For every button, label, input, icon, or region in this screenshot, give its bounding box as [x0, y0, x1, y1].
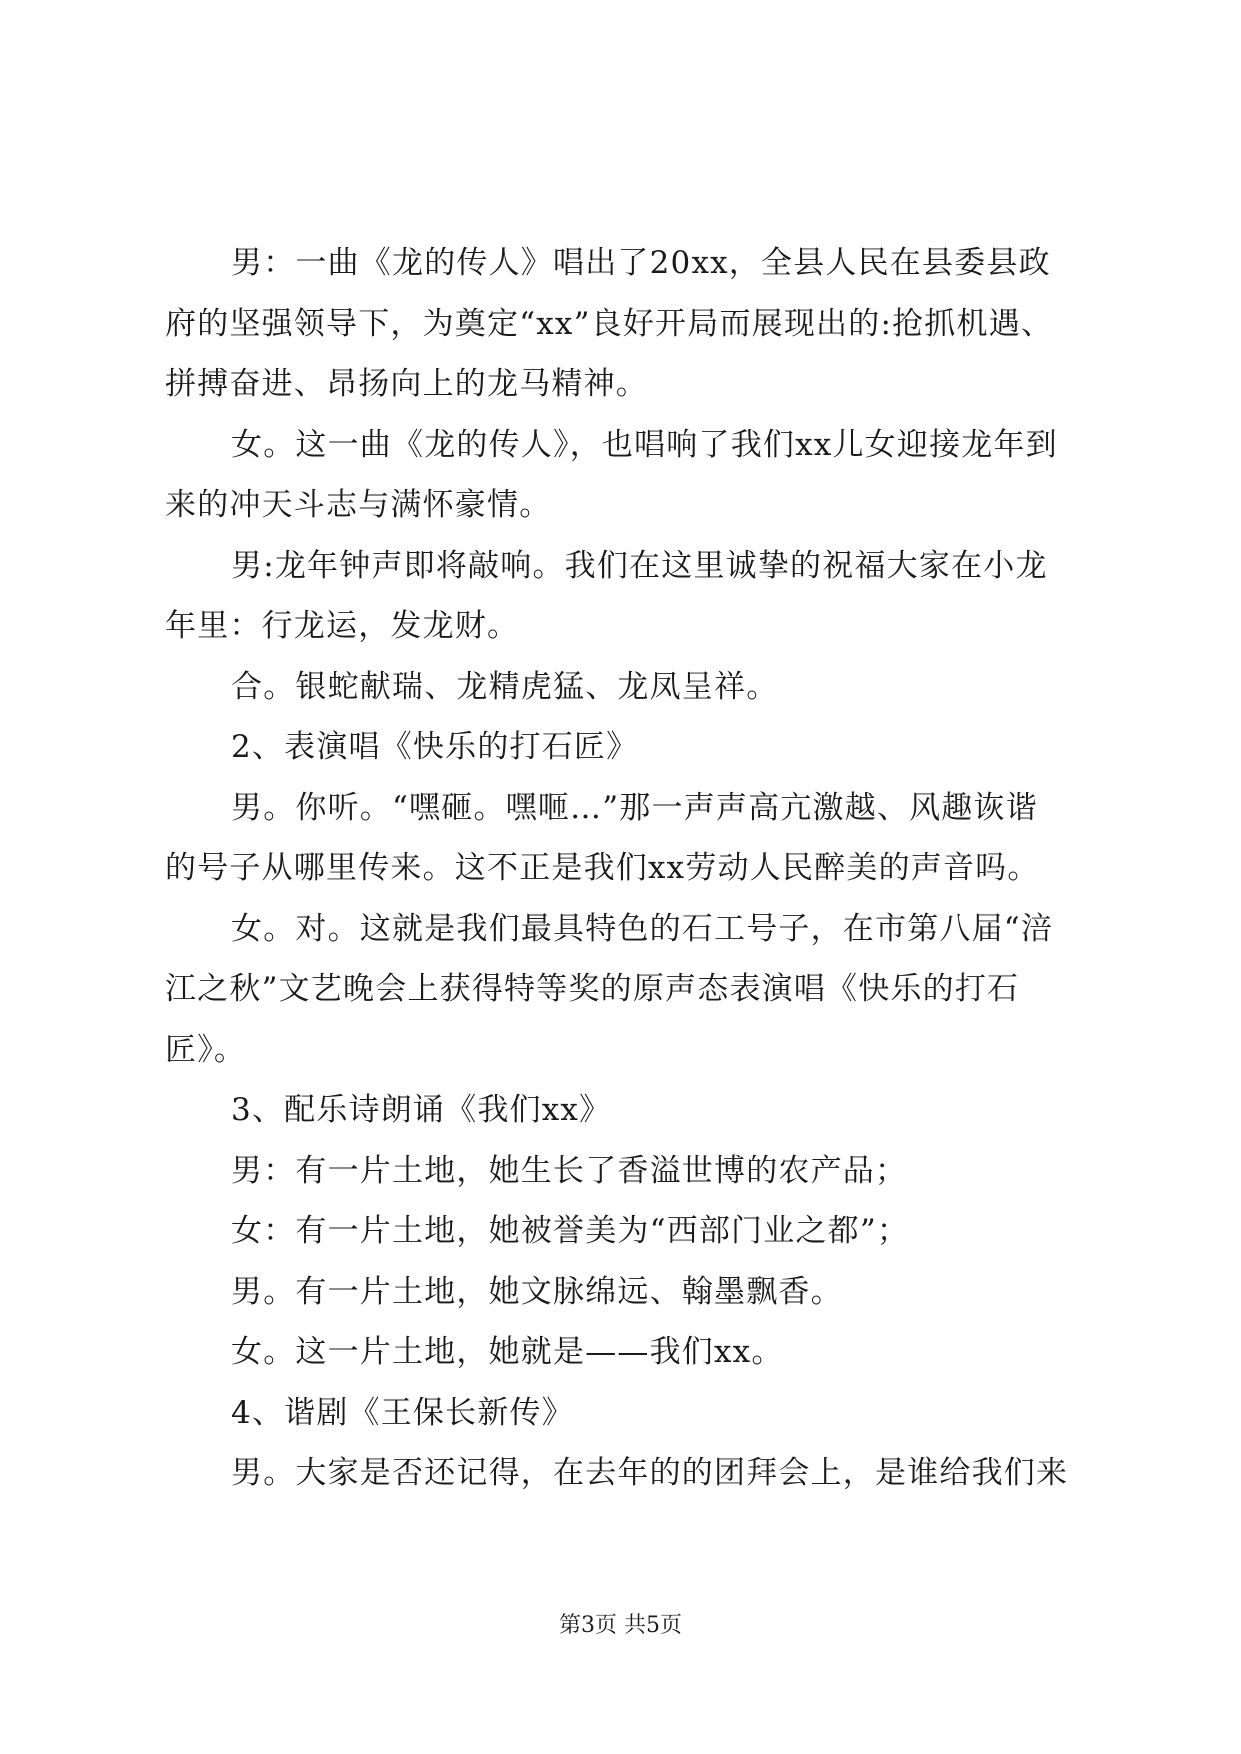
section-heading: 4、谐剧《王保长新传》 [231, 1394, 574, 1431]
text-line: 合。银蛇献瑞、龙精虎猛、龙凤呈祥。 [231, 668, 779, 705]
text-line: 男。有一片土地，她文脉绵远、翰墨飘香。 [231, 1273, 843, 1310]
text-line: 男。你听。“嘿砸。嘿咂…”那一声声高亢激越、风趣诙谐 [231, 789, 1038, 826]
text-line: 来的冲天斗志与满怀豪情。 [165, 487, 552, 523]
text-line: 女。这一曲《龙的传人》，也唱响了我们xx儿女迎接龙年到 [231, 426, 1058, 463]
section-heading: 3、配乐诗朗诵《我们xx》 [231, 1092, 612, 1128]
section-heading: 2、表演唱《快乐的打石匠》 [231, 729, 639, 765]
text-line: 的号子从哪里传来。这不正是我们xx劳动人民醉美的声音吗。 [165, 850, 1040, 886]
text-line: 男:龙年钟声即将敲响。我们在这里诚挚的祝福大家在小龙 [231, 547, 1048, 584]
text-line: 江之秋”文艺晚会上获得特等奖的原声态表演唱《快乐的打石 [165, 971, 1020, 1007]
text-line: 府的坚强领导下，为奠定“xx”良好开局而展现出的:抢抓机遇、 [165, 305, 1054, 342]
text-line: 男。大家是否还记得，在去年的的团拜会上，是谁给我们来 [231, 1455, 1069, 1491]
page-number-footer: 第3页 共5页 [559, 1613, 682, 1638]
text-line: 女。这一片土地，她就是——我们xx。 [231, 1334, 784, 1370]
text-line: 匠》。 [165, 1031, 247, 1068]
text-line: 拼搏奋进、昂扬向上的龙马精神。 [165, 366, 648, 402]
text-line: 女：有一片土地，她被誉美为“西部门业之都”； [231, 1213, 910, 1249]
text-line: 年里：行龙运，发龙财。 [165, 608, 520, 644]
text-line: 女。对。这就是我们最具特色的石工号子，在市第八届“涪 [231, 910, 1054, 947]
text-line: 男：一曲《龙的传人》唱出了20xx，全县人民在县委县政 [231, 245, 1051, 281]
text-line: 男：有一片土地，她生长了香溢世博的农产品； [231, 1152, 908, 1189]
document-body [165, 233, 1085, 1504]
